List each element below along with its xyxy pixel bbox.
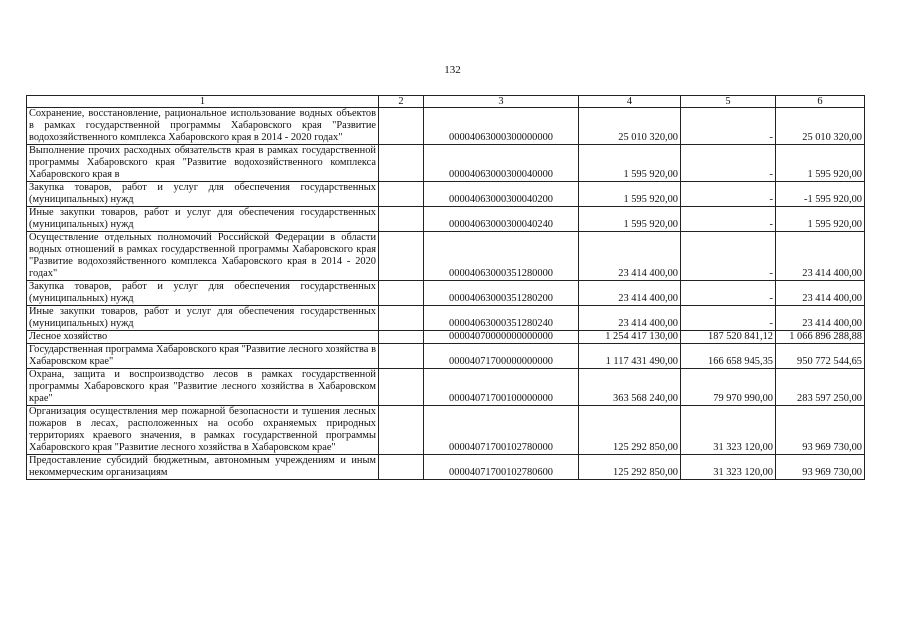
column-header-4: 4 (579, 96, 681, 108)
table-row (27, 306, 865, 331)
row-col6: 23 414 400,00 (776, 232, 865, 281)
row-name: Сохранение, восстановление, рациональное использование водных объектов в рамках государственной программы Хабаровского края "Развитие водохозяйственного комплекса Хабаровского края в 2014 - 2020 годах" (27, 108, 379, 145)
row-col2 (379, 145, 424, 182)
row-col4: 25 010 320,00 (579, 108, 681, 145)
row-col4: 125 292 850,00 (579, 406, 681, 455)
row-col2 (379, 281, 424, 306)
row-col5: 166 658 945,35 (681, 344, 776, 369)
row-col6: 283 597 250,00 (776, 369, 865, 406)
table-row (27, 108, 865, 145)
row-col6: 950 772 544,65 (776, 344, 865, 369)
row-col6: 25 010 320,00 (776, 108, 865, 145)
row-name: Закупка товаров, работ и услуг для обеспечения государственных (муниципальных) нужд (27, 182, 379, 207)
table-row (27, 182, 865, 207)
row-col4: 23 414 400,00 (579, 306, 681, 331)
table-row (27, 331, 865, 344)
row-col5: - (681, 232, 776, 281)
row-code: 00004063000300040200 (424, 182, 579, 207)
row-col4: 1 117 431 490,00 (579, 344, 681, 369)
row-name: Закупка товаров, работ и услуг для обеспечения государственных (муниципальных) нужд (27, 281, 379, 306)
row-col2 (379, 344, 424, 369)
row-col5: - (681, 306, 776, 331)
column-header-3: 3 (424, 96, 579, 108)
row-col2 (379, 207, 424, 232)
row-col6: 93 969 730,00 (776, 455, 865, 480)
row-name: Иные закупки товаров, работ и услуг для обеспечения государственных (муниципальных) нужд (27, 207, 379, 232)
row-col5: - (681, 207, 776, 232)
column-header-5: 5 (681, 96, 776, 108)
row-col2 (379, 455, 424, 480)
row-col4: 1 595 920,00 (579, 182, 681, 207)
row-col6: 23 414 400,00 (776, 306, 865, 331)
budget-table (26, 95, 865, 480)
row-col4: 1 595 920,00 (579, 145, 681, 182)
table-header-row (27, 96, 865, 108)
row-name: Государственная программа Хабаровского края "Развитие лесного хозяйства в Хабаровском крае" (27, 344, 379, 369)
row-col5: 31 323 120,00 (681, 455, 776, 480)
row-col5: 31 323 120,00 (681, 406, 776, 455)
row-col2 (379, 331, 424, 344)
row-col4: 1 254 417 130,00 (579, 331, 681, 344)
row-col5: - (681, 281, 776, 306)
row-col5: 187 520 841,12 (681, 331, 776, 344)
row-name: Охрана, защита и воспроизводство лесов в рамках государственной программы Хабаровского края "Развитие лесного хозяйства в Хабаровском крае" (27, 369, 379, 406)
row-col5: - (681, 108, 776, 145)
row-col2 (379, 108, 424, 145)
row-col6: 1 595 920,00 (776, 145, 865, 182)
row-col4: 23 414 400,00 (579, 281, 681, 306)
row-name: Лесное хозяйство (27, 331, 379, 344)
row-col6: 23 414 400,00 (776, 281, 865, 306)
table-row (27, 344, 865, 369)
row-col4: 23 414 400,00 (579, 232, 681, 281)
row-code: 00004071700102780600 (424, 455, 579, 480)
row-code: 00004071700100000000 (424, 369, 579, 406)
row-code: 00004063000300000000 (424, 108, 579, 145)
row-col2 (379, 406, 424, 455)
row-col2 (379, 182, 424, 207)
row-name: Организация осуществления мер пожарной безопасности и тушения лесных пожаров в лесах, расположенных на особо охраняемых природных территориях краевого значения, в рамках государственной программы Хабаровского края "Развитие лесного хозяйства в Хабаровском крае" (27, 406, 379, 455)
row-col6: 1 595 920,00 (776, 207, 865, 232)
row-code: 00004063000300040000 (424, 145, 579, 182)
table-row (27, 455, 865, 480)
table-row (27, 406, 865, 455)
row-col6: -1 595 920,00 (776, 182, 865, 207)
column-header-6: 6 (776, 96, 865, 108)
row-col2 (379, 306, 424, 331)
column-header-1: 1 (27, 96, 379, 108)
table-row (27, 207, 865, 232)
table-row (27, 232, 865, 281)
row-name: Выполнение прочих расходных обязательств края в рамках государственной программы Хабаровского края "Развитие водохозяйственного комплекса Хабаровского края в (27, 145, 379, 182)
row-col4: 363 568 240,00 (579, 369, 681, 406)
row-code: 00004063000351280240 (424, 306, 579, 331)
row-col5: - (681, 182, 776, 207)
row-col4: 1 595 920,00 (579, 207, 681, 232)
table-row (27, 145, 865, 182)
row-col6: 1 066 896 288,88 (776, 331, 865, 344)
row-col5: 79 970 990,00 (681, 369, 776, 406)
row-code: 00004063000300040240 (424, 207, 579, 232)
row-name: Осуществление отдельных полномочий Российской Федерации в области водных отношений в рамках государственной программы Хабаровского края "Развитие водохозяйственного комплекса Хабаровского края в 2014 - 2020 годах" (27, 232, 379, 281)
row-name: Иные закупки товаров, работ и услуг для обеспечения государственных (муниципальных) нужд (27, 306, 379, 331)
row-code: 00004063000351280000 (424, 232, 579, 281)
row-code: 00004070000000000000 (424, 331, 579, 344)
page-number: 132 (444, 64, 461, 76)
row-name: Предоставление субсидий бюджетным, автономным учреждениям и иным некоммерческим организациям (27, 455, 379, 480)
table-row (27, 281, 865, 306)
column-header-2: 2 (379, 96, 424, 108)
row-col6: 93 969 730,00 (776, 406, 865, 455)
row-code: 00004063000351280200 (424, 281, 579, 306)
row-col2 (379, 232, 424, 281)
table-row (27, 369, 865, 406)
row-col5: - (681, 145, 776, 182)
row-code: 00004071700102780000 (424, 406, 579, 455)
row-col2 (379, 369, 424, 406)
row-code: 00004071700000000000 (424, 344, 579, 369)
row-col4: 125 292 850,00 (579, 455, 681, 480)
